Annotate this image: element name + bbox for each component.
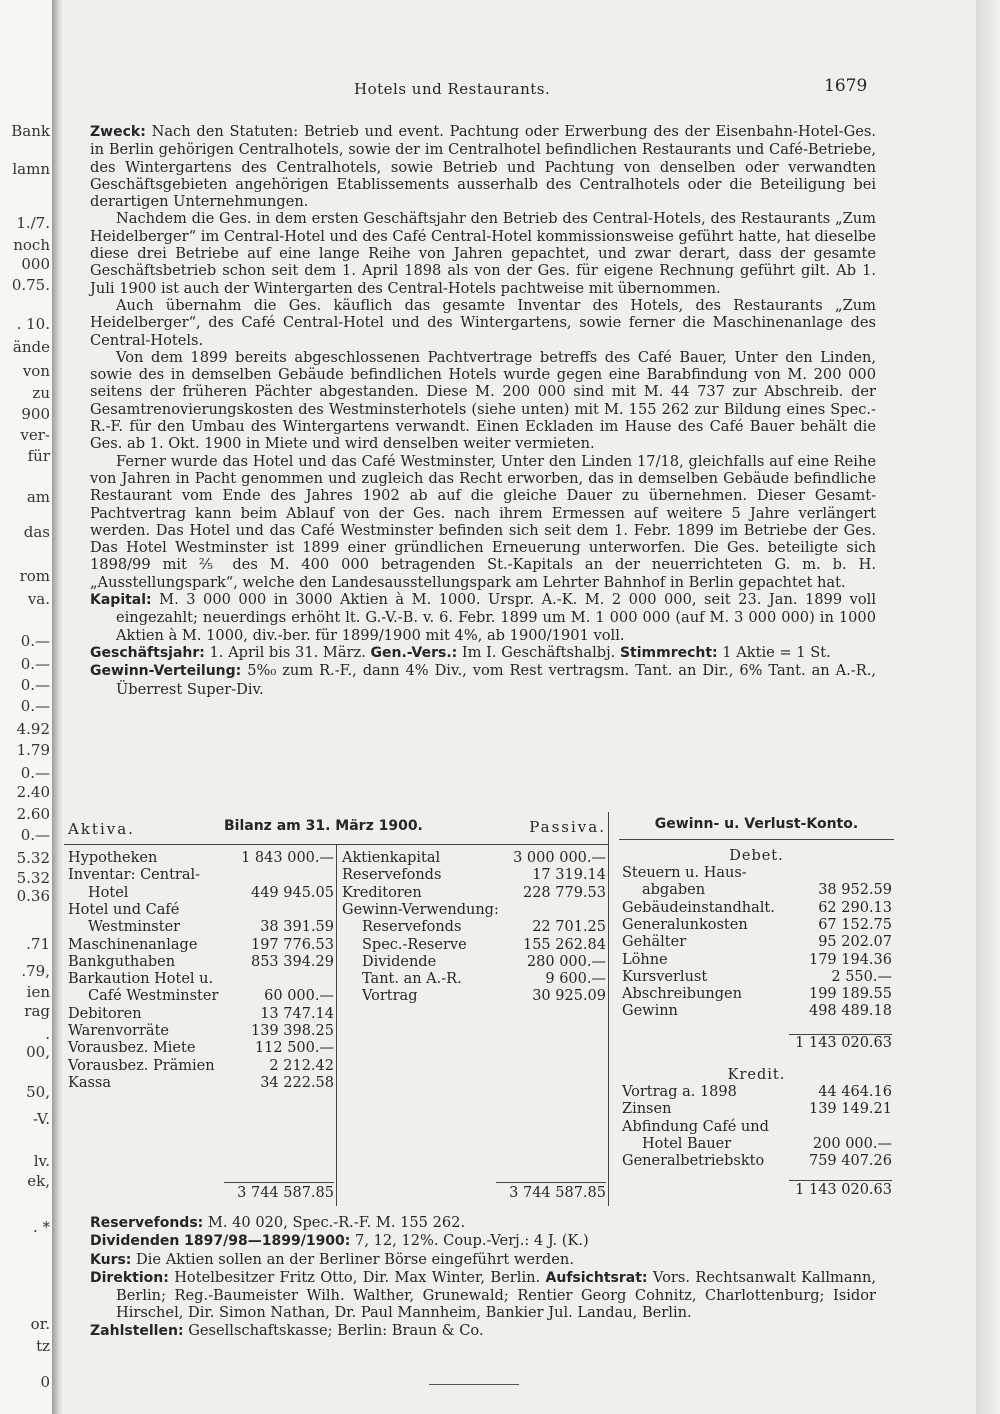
right-page-edge [976,0,1000,1414]
passiva-row-value: 30 925.09 [532,988,606,1005]
debet-row [622,882,892,899]
stimmrecht-text: 1 Aktie = 1 St. [722,643,831,661]
margin-fragment: 5.32 [16,869,50,887]
margin-fragment: 1./7. [16,214,50,232]
margin-fragment: 2.60 [16,805,50,823]
kredit-row-label: Zinsen [622,1101,672,1118]
dividenden-label: Dividenden 1897/98—1899/1900: [90,1233,351,1250]
debet-total: 1 143 020.63 [795,1035,892,1051]
debet-row [622,986,892,1003]
debet-row-label: Steuern u. Haus- [622,865,747,881]
margin-fragment: von [22,362,50,380]
aktiva-row [68,1058,334,1075]
margin-fragment: das [23,523,50,541]
passiva-row-label: Reservefonds [362,919,462,936]
margin-fragment: Bank [11,122,50,140]
aktiva-row-label: Inventar: Central- [68,867,201,884]
margin-fragment: 0.— [20,632,50,650]
debet-row-label: Gewinn [622,1003,678,1020]
aktiva-row [68,954,334,971]
debet-row [622,917,892,934]
kredit-row-label: Vortrag a. 1898 [622,1084,737,1100]
margin-fragment: zu [32,384,50,402]
dividenden-text: 7, 12, 12%. Coup.-Verj.: 4 J. (K.) [355,1232,589,1250]
aktiva-row-value: 1 843 000.— [241,850,334,866]
passiva-row-label: Spec.-Reserve [362,936,467,953]
debet-row-value: 62 290.13 [818,899,892,916]
direktion-text: Hotelbesitzer Fritz Otto, Dir. Max Winter, Berlin. [174,1268,541,1286]
gewinn-verteilung-label: Gewinn-Verteilung: [90,663,242,680]
gewinn-verteilung-text: 5%₀ zum R.-F., dann 4% Div., vom Rest vertragsm. Tant. an Dir., 6% Tant. an A.-R., Überrest Super-Div. [116,662,877,698]
kapital-label: Kapital: [90,592,152,609]
passiva-row-value: 228 779.53 [522,884,606,901]
margin-fragment: ek, [27,1172,50,1190]
aktiva-row-label: Vorausbez. Prämien [68,1057,215,1074]
passiva-total: 3 744 587.85 [509,1185,606,1201]
passiva-row-value: 155 262.84 [522,936,606,953]
company-description [90,123,876,698]
debet-row-value: 199 189.55 [808,986,892,1003]
debet-row-label: Kursverlust [622,968,708,985]
aktiva-row [68,902,334,919]
aktiva-sum-rule [224,1182,334,1183]
margin-fragment: .79, [21,962,50,980]
passiva-row-label: Reservefonds [342,867,442,884]
kurs-text: Die Aktien sollen an der Berliner Börse eingeführt werden. [136,1250,574,1268]
aktiva-row [68,988,334,1005]
passiva-row [342,971,606,988]
kredit-row [622,1084,892,1101]
passiva-row-value: 3 000 000.— [513,850,606,866]
debet-row-label: Gebäudeinstandhalt. [622,899,775,916]
aktiva-row-value: 34 222.58 [260,1074,334,1091]
kapital-paragraph [90,591,876,644]
page-number: 1679 [824,76,868,96]
aktiva-row-label: Café Westminster [88,988,219,1005]
aktiva-row-value: 2 212.42 [269,1057,334,1074]
debet-row-value: 179 194.36 [808,951,892,968]
balance-center-rule [336,844,337,1206]
paragraph-inventar: Auch übernahm die Ges. käuflich das gesamte Inventar des Hotels, des Restaurants „Zum Heidelberger“, des Café Central-Hotel und des Wintergartens, sowie ferner die Maschinenanlage des Central-Hotels. [90,296,876,349]
passiva-row [342,919,606,936]
aktiva-row-value: 449 945.05 [250,884,334,901]
margin-fragment: 4.92 [16,720,50,738]
reservefonds-line [90,1214,876,1232]
kredit-row-value: 759 407.26 [808,1153,892,1170]
debet-row-label: Abschreibungen [622,986,742,1003]
geschaeftsjahr-paragraph [90,644,876,662]
geschaeftsjahr-label: Geschäftsjahr: [90,644,205,661]
gewinn-verteilung-paragraph [90,662,876,698]
kredit-row [622,1153,892,1170]
profit-loss-title: Gewinn- u. Verlust-Konto. [654,816,859,832]
debet-row-value: 2 550.— [831,968,892,985]
margin-fragment: lamn [12,160,50,178]
kredit-total: 1 143 020.63 [795,1182,892,1198]
kredit-sum-rule [789,1180,892,1181]
aktiva-row-value: 38 391.59 [260,919,334,936]
aktiva-row [68,1006,334,1023]
kredit-heading: Kredit. [727,1067,786,1083]
margin-fragment: 0.— [20,764,50,782]
margin-fragment: . 10. [16,315,50,333]
aktiva-row [68,919,334,936]
aktiva-row [68,1075,334,1092]
passiva-row-label: Gewinn-Verwendung: [342,901,499,918]
dividenden-line [90,1232,876,1250]
paragraph-pachtung: Nachdem die Ges. in dem ersten Geschäftsjahr den Betrieb des Central-Hotels, des Restaurants „Zum Heidelberger“ im Central-Hotel und des Café Central-Hotel kommissionsweise geführt hatte, hat dieselbe diese drei Betriebe auf eine lange Reihe von Jahren gepachtet, und zwar derart, dass der gesamte Geschäftsbetrieb schon seit dem 1. April 1898 als von der Ges. für eigene Rechnung geführt gilt. Ab 1. Juli 1900 ist auch der Wintergarten des Central-Hotels pachtweise mit übernommen. [90,210,876,297]
debet-row [622,900,892,917]
running-title: Hotels und Restaurants. [354,80,551,98]
financial-statements [64,816,894,1206]
margin-fragment: 2.40 [16,783,50,801]
kredit-row-label: Hotel Bauer [642,1135,732,1152]
debet-row [622,1003,892,1020]
margin-fragment: 0.75. [11,276,50,294]
passiva-row-value: 17 319.14 [532,867,606,884]
passiva-row-value: 22 701.25 [532,919,606,936]
zahlstellen-text: Gesellschaftskasse; Berlin: Braun & Co. [188,1321,484,1339]
debet-row-label: abgaben [642,882,706,899]
aufsichtsrat-label: Aufsichtsrat: [545,1269,648,1286]
passiva-row [342,867,606,884]
document-page [64,0,976,1414]
debet-row [622,969,892,986]
kapital-text: M. 3 000 000 in 3000 Aktien à M. 1000. Urspr. A.-K. M. 2 000 000, seit 23. Jan. 1899 voll eingezahlt; neuerdings erhöht lt. G.-V.-B. v. 6. Febr. 1899 um M. 1 000 000 (auf M. 3 000 000) in 1000 Aktien à M. 1000, div.-ber. für 1899/1900 mit 4%, ab 1900/1901 voll. [116,591,876,644]
margin-fragment: . [45,1025,50,1043]
margin-fragment: 0.— [20,655,50,673]
reservefonds-label: Reservefonds: [90,1215,204,1231]
aktiva-row-label: Warenvorräte [68,1023,169,1039]
paragraph-westminster: Ferner wurde das Hotel und das Café Westminster, Unter den Linden 17/18, gleichfalls auf eine Reihe von Jahren in Pacht genommen und zugleich das Recht erworben, das in demselben Gebäude befindliche Restaurant vom Ende des Jahres 1902 ab auf die gleiche Dauer zu übernehmen. Dieser Gesamt-Pachtvertrag kann beim Ablauf von der Ges. nach ihrem Ermessen auf weitere 5 Jahre verlängert werden. Das Hotel und das Café Westminster befinden sich seit dem 1. Febr. 1899 im Betriebe der Ges. Das Hotel Westminster ist 1899 einer gründlichen Erneuerung unterworfen. Die Ges. beteiligte sich 1898/99 mit ⅖ des M. 400 000 betragenden St.-Kapitals an der neuerrichteten G. m. b. H. „Ausstellungspark“, welche den Landesausstellungspark am Lehrter Bahnhof in Berlin gepachtet hat. [90,452,876,591]
passiva-row-value: 280 000.— [526,953,606,970]
paragraph-cafe-bauer: Von dem 1899 bereits abgeschlossenen Pachtvertrage betreffs des Café Bauer, Unter den Linden, sowie des in demselben Gebäude befindlichen Hotels wurde gegen eine Barabfindung von M. 200 000 seitens der früheren Pächter abgestanden. Diese M. 200 000 sind mit M. 44 737 zur Abschreib. der Gesamtrenovierungskosten des Westminsterhotels (siehe unten) mit M. 155 262 zur Bildung eines Spec.-R.-F. für den Umbau des Wintergartens verwandt. Einen Eckladen im Hause des Café Bauer behält die Ges. ab 1. Okt. 1900 in Miete und wird denselben weiter vermieten. [90,348,876,453]
margin-fragment: or. [30,1315,50,1333]
margin-fragment: 0 [40,1373,50,1391]
stimmrecht-label: Stimmrecht: [619,644,718,661]
margin-fragment: rom [19,567,50,585]
zahlstellen-label: Zahlstellen: [90,1322,184,1339]
aktiva-row-label: Debitoren [68,1005,142,1022]
margin-fragment: .71 [26,935,50,953]
kredit-row [622,1136,892,1153]
kredit-row [622,1119,892,1136]
zweck-paragraph [90,123,876,210]
balance-sheet [64,816,608,1206]
debet-row [622,952,892,969]
margin-fragment: 5.32 [16,849,50,867]
margin-fragment: 50, [26,1083,50,1101]
passiva-row-label: Tant. an A.-R. [362,971,462,988]
margin-fragment: tz [36,1337,50,1355]
zweck-label: Zweck: [90,124,146,140]
margin-fragment: -V. [33,1110,50,1128]
aktiva-row-label: Maschinenanlage [68,936,198,953]
debet-row [622,865,892,882]
kredit-row-label: Abfindung Café und [622,1118,769,1135]
profit-loss-account [619,816,894,1206]
aktiva-row-label: Hypotheken [68,850,158,866]
aktiva-row-label: Hotel [88,884,129,901]
aktiva-row [68,1040,334,1057]
margin-fragment: ände [12,338,50,356]
aktiva-row-label: Bankguthaben [68,953,176,970]
debet-row [622,934,892,951]
margin-fragment: va. [27,590,50,608]
aktiva-row-value: 853 394.29 [250,953,334,970]
debet-heading: Debet. [729,848,784,864]
zahlstellen-line [90,1322,876,1340]
margin-fragment: ver- [20,426,50,444]
aktiva-row-label: Kassa [68,1074,112,1091]
binding-shadow [52,0,63,1414]
debet-row-value: 498 489.18 [808,1003,892,1020]
geschaeftsjahr-text: 1. April bis 31. März. [209,643,366,661]
margin-fragment: 00, [26,1043,50,1061]
aktiva-total: 3 744 587.85 [237,1185,334,1201]
aktiva-row [68,850,334,867]
direktion-line [90,1269,876,1322]
debet-row-label: Löhne [622,951,668,968]
debet-row-label: Generalunkosten [622,916,748,933]
aktiva-row-label: Barkaution Hotel u. [68,971,214,988]
debet-row-value: 38 952.59 [818,882,892,899]
passiva-sum-rule [496,1182,606,1183]
margin-fragment: am [26,488,50,506]
aktiva-heading: Aktiva. [68,820,135,838]
margin-fragment: 0.— [20,676,50,694]
kredit-row-value: 44 464.16 [818,1084,892,1100]
margin-fragment: 0.— [20,697,50,715]
passiva-row-label: Dividende [362,953,437,970]
balance-sheet-header [64,818,608,842]
passiva-row [342,850,606,867]
aktiva-row-label: Westminster [88,919,181,936]
debet-row-value: 95 202.07 [818,934,892,951]
passiva-row-label: Kreditoren [342,884,422,901]
margin-fragment: . * [32,1218,50,1236]
margin-fragment: 0.36 [16,887,50,905]
margin-fragment: rag [24,1002,50,1020]
left-page-gutter [0,0,64,1414]
margin-fragment: 000 [21,255,50,273]
passiva-row-label: Aktienkapital [342,850,441,866]
balance-right-rule [608,812,609,1206]
passiva-row [342,937,606,954]
margin-fragment: ien [26,983,50,1001]
passiva-heading: Passiva. [529,818,606,836]
debet-row-value: 67 152.75 [818,916,892,933]
aktiva-row [68,885,334,902]
balance-sheet-title: Bilanz am 31. März 1900. [224,818,423,834]
aktiva-row-label: Hotel und Café [68,901,180,918]
margin-fragment: für [27,447,50,465]
margin-fragment: 900 [21,405,50,423]
gen-vers-label: Gen.-Vers.: [370,644,458,661]
kurs-line [90,1251,876,1269]
kurs-label: Kurs: [90,1251,132,1268]
margin-fragment: 0.— [20,826,50,844]
direktion-label: Direktion: [90,1269,169,1286]
passiva-row-label: Vortrag [362,988,418,1005]
reservefonds-text: M. 40 020, Spec.-R.-F. M. 155 262. [207,1214,466,1231]
passiva-row [342,988,606,1005]
passiva-row-value: 9 600.— [545,971,606,988]
debet-row-label: Gehälter [622,934,687,951]
kredit-row [622,1101,892,1118]
profit-loss-top-rule [619,839,894,840]
aufsichtsrat-text: Vors. Rechtsanwalt Kallmann, Berlin; Reg.-Baumeister Wilh. Walther, Grunewald; Rentier Georg Cohnitz, Charlottenburg; Isidor Hirschel, Dir. Simon Nathan, Dr. Paul Mannheim, Bankier Jul. Landau, Berlin. [116,1268,877,1322]
aktiva-row [68,867,334,884]
aktiva-row-value: 139 398.25 [250,1023,334,1039]
passiva-row [342,902,606,919]
end-rule [429,1384,519,1385]
aktiva-row-value: 112 500.— [254,1040,334,1057]
aktiva-row-value: 13 747.14 [260,1005,334,1022]
zweck-text: Nach den Statuten: Betrieb und event. Pachtung oder Erwerbung des der Eisenbahn-Hotel-Ges. in Berlin gehörigen Centralhotels, sowie der im Centralhotel befindlichen Restaurants und Café-Betriebe, des Wintergartens des Centralhotels, sowie Betrieb und Pachtung von denselben oder verwandten Geschäftsgebieten angehörigen Etablissements ausserhalb des Centralhotels oder die Beteiligung bei derartigen Unternehmungen. [90,123,876,211]
passiva-row [342,954,606,971]
kredit-row-value: 200 000.— [812,1135,892,1152]
gen-vers-text: Im I. Geschäftshalbj. [461,643,616,661]
kredit-row-value: 139 149.21 [808,1101,892,1118]
margin-fragment: 1.79 [16,741,50,759]
aktiva-row-value: 197 776.53 [250,936,334,953]
margin-fragment: noch [13,236,50,254]
passiva-row [342,885,606,902]
company-footer [90,1214,876,1340]
aktiva-row-value: 60 000.— [264,988,334,1005]
kredit-row-label: Generalbetriebskto [622,1153,765,1170]
aktiva-row [68,971,334,988]
aktiva-row [68,1023,334,1040]
margin-fragment: lv. [33,1152,50,1170]
aktiva-row-label: Vorausbez. Miete [68,1040,196,1057]
aktiva-row [68,937,334,954]
